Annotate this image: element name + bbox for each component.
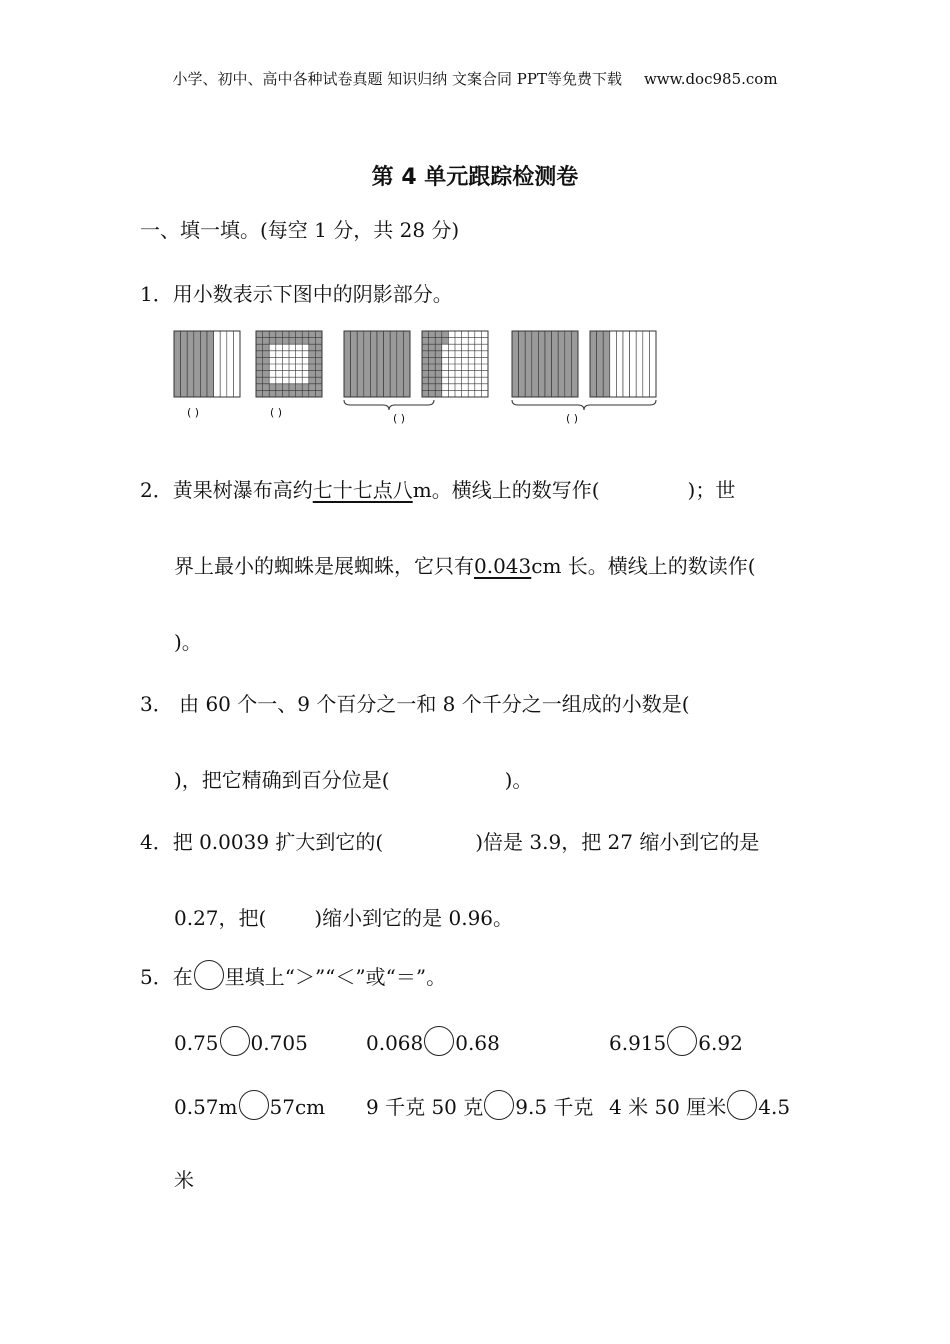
fig2-cell bbox=[256, 351, 263, 358]
compare-right: 0.705 bbox=[250, 1031, 308, 1055]
compare-left: 0.068 bbox=[366, 1031, 424, 1055]
fig1-strip bbox=[187, 331, 194, 397]
compare-item-2 bbox=[366, 1026, 500, 1056]
question-2-line-2 bbox=[174, 550, 756, 579]
fig4-whole-strip bbox=[519, 331, 526, 397]
fig2-cell bbox=[315, 338, 322, 345]
fig4-whole-strip bbox=[512, 331, 519, 397]
compare-circle-input[interactable] bbox=[220, 1026, 250, 1056]
fig4-part-strip bbox=[630, 331, 637, 397]
answer-paren-fig1[interactable]: ( ) bbox=[187, 406, 200, 419]
fig2-cell bbox=[315, 371, 322, 378]
compare-item-5 bbox=[366, 1090, 593, 1120]
answer-paren-fig2[interactable]: ( ) bbox=[270, 406, 283, 419]
q2-text-d: 界上最小的蜘蛛是展蜘蛛，它只有 bbox=[174, 554, 474, 578]
fig1-strip bbox=[174, 331, 181, 397]
fig3-whole-strip bbox=[377, 331, 384, 397]
fig2-cell bbox=[302, 390, 309, 397]
fig4-part-strip bbox=[649, 331, 656, 397]
fig2-cell bbox=[269, 384, 276, 391]
compare-item-6-unit: 米 bbox=[174, 1168, 194, 1192]
fig4-whole-strip bbox=[532, 331, 539, 397]
q5-text-b: 里填上“＞”“＜”或“＝”。 bbox=[224, 965, 447, 989]
fig2-cell bbox=[269, 338, 276, 345]
fig3-part-cell bbox=[422, 344, 429, 351]
question-3-line-1: 3． 由 60 个一、9 个百分之一和 8 个千分之一组成的小数是( bbox=[140, 692, 690, 716]
fig2-cell bbox=[309, 364, 316, 371]
fig2-cell bbox=[315, 344, 322, 351]
section-heading: 一、填一填。(每空 1 分，共 28 分) bbox=[140, 218, 460, 242]
fig4-whole-strip bbox=[552, 331, 559, 397]
fig3-part-cell bbox=[435, 364, 442, 371]
q4-text-b: )倍是 3.9，把 27 缩小到它的是 bbox=[475, 830, 760, 854]
fig3-part-cell bbox=[429, 364, 436, 371]
answer-paren-fig3[interactable]: ( ) bbox=[393, 412, 406, 425]
brace-fig4 bbox=[512, 400, 656, 410]
fig2-cell bbox=[276, 384, 283, 391]
fig3-part-cell bbox=[442, 331, 449, 338]
fig3-whole-strip bbox=[364, 331, 371, 397]
compare-left: 0.75 bbox=[174, 1031, 219, 1055]
fig1-strip bbox=[181, 331, 188, 397]
fig2-cell bbox=[276, 390, 283, 397]
fig3-whole-strip bbox=[351, 331, 358, 397]
q4-text-a: 4．把 0.0039 扩大到它的( bbox=[140, 830, 384, 854]
compare-circle-input[interactable] bbox=[239, 1090, 269, 1120]
fig2-cell bbox=[256, 338, 263, 345]
q3-text-a: )，把它精确到百分位是( bbox=[174, 768, 390, 792]
fig2-cell bbox=[276, 331, 283, 338]
fig4-whole-strip bbox=[565, 331, 572, 397]
fig4-part-strip bbox=[616, 331, 623, 397]
fig2-cell bbox=[289, 331, 296, 338]
fig2-cell bbox=[256, 344, 263, 351]
fig2-cell bbox=[309, 331, 316, 338]
answer-paren-fig4[interactable]: ( ) bbox=[566, 412, 579, 425]
q5-text-a: 5．在 bbox=[140, 965, 193, 989]
fig2-cell bbox=[263, 344, 270, 351]
fig2-cell bbox=[256, 371, 263, 378]
compare-right: 6.92 bbox=[698, 1031, 743, 1055]
fig3-part-cell bbox=[422, 390, 429, 397]
fig4-part-strip bbox=[603, 331, 610, 397]
fig3-part-cell bbox=[435, 351, 442, 358]
fig4-part-strip bbox=[610, 331, 617, 397]
fig1-strip bbox=[233, 331, 240, 397]
compare-left: 0.57m bbox=[174, 1095, 238, 1119]
fig2-cell bbox=[263, 357, 270, 364]
fig2-cell bbox=[315, 331, 322, 338]
fig2-cell bbox=[282, 331, 289, 338]
fig4-part-strip bbox=[623, 331, 630, 397]
fig2-cell bbox=[296, 331, 303, 338]
fig2-cell bbox=[302, 384, 309, 391]
fig3-part-cell bbox=[422, 384, 429, 391]
fig2-cell bbox=[302, 338, 309, 345]
fig2-cell bbox=[309, 351, 316, 358]
fig1-strip bbox=[194, 331, 201, 397]
q2-text-c: )；世 bbox=[687, 478, 736, 502]
compare-circle-input[interactable] bbox=[424, 1026, 454, 1056]
question-5-text bbox=[140, 960, 446, 990]
fig2-cell bbox=[309, 344, 316, 351]
fig2-cell bbox=[269, 390, 276, 397]
fig3-part-cell bbox=[422, 338, 429, 345]
fig2-cell bbox=[309, 357, 316, 364]
fig2-cell bbox=[289, 384, 296, 391]
fig3-part-cell bbox=[435, 377, 442, 384]
fig2-cell bbox=[315, 377, 322, 384]
fig2-cell bbox=[296, 384, 303, 391]
fig3-part-cell bbox=[429, 357, 436, 364]
fig3-part-cell bbox=[429, 371, 436, 378]
fig2-cell bbox=[282, 390, 289, 397]
fig3-part-cell bbox=[435, 331, 442, 338]
fig4-part-strip bbox=[636, 331, 643, 397]
compare-circle-input[interactable] bbox=[727, 1090, 757, 1120]
fig2-cell bbox=[309, 377, 316, 384]
fig1-strip bbox=[214, 331, 221, 397]
q2-underlined-decimal: 0.043 bbox=[474, 554, 532, 578]
brace-fig3 bbox=[344, 400, 434, 410]
fig3-part-cell bbox=[429, 377, 436, 384]
fig2-cell bbox=[296, 390, 303, 397]
q2-text-b: m。横线上的数写作( bbox=[412, 478, 600, 502]
fig2-cell bbox=[315, 384, 322, 391]
fig2-cell bbox=[263, 364, 270, 371]
fig3-part-cell bbox=[435, 338, 442, 345]
fig4-whole-strip bbox=[525, 331, 532, 397]
question-4-line-2 bbox=[174, 902, 513, 931]
fig3-whole-strip bbox=[397, 331, 404, 397]
fig3-part-cell bbox=[429, 344, 436, 351]
fig3-part-cell bbox=[422, 371, 429, 378]
fig3-part-cell bbox=[429, 331, 436, 338]
fig2-cell bbox=[315, 357, 322, 364]
compare-right: 57cm bbox=[269, 1095, 326, 1119]
compare-left: 4 米 50 厘米 bbox=[609, 1095, 727, 1119]
fig3-part-cell bbox=[435, 357, 442, 364]
compare-item-4 bbox=[174, 1090, 325, 1120]
fig2-cell bbox=[269, 331, 276, 338]
fig4-whole-strip bbox=[545, 331, 552, 397]
compare-right: 0.68 bbox=[455, 1031, 500, 1055]
fig3-part-cell bbox=[429, 390, 436, 397]
fig2-cell bbox=[282, 384, 289, 391]
compare-right: 4.5 bbox=[758, 1095, 791, 1119]
fig3-whole-strip bbox=[390, 331, 397, 397]
fig3-part-cell bbox=[429, 338, 436, 345]
compare-item-3 bbox=[609, 1026, 743, 1056]
fig4-whole-strip bbox=[538, 331, 545, 397]
fig2-cell bbox=[263, 384, 270, 391]
fig2-cell bbox=[315, 351, 322, 358]
fig3-part-cell bbox=[429, 384, 436, 391]
question-1-text: 1．用小数表示下图中的阴影部分。 bbox=[140, 282, 453, 306]
fig2-cell bbox=[256, 384, 263, 391]
fig3-part-cell bbox=[435, 384, 442, 391]
fig4-part-strip bbox=[590, 331, 597, 397]
fig2-cell bbox=[296, 338, 303, 345]
circle-icon bbox=[194, 960, 224, 990]
page-title: 第 4 单元跟踪检测卷 bbox=[371, 165, 579, 190]
fig4-whole-strip bbox=[558, 331, 565, 397]
fig3-whole-strip bbox=[384, 331, 391, 397]
fig2-cell bbox=[309, 371, 316, 378]
compare-circle-input[interactable] bbox=[484, 1090, 514, 1120]
fig3-whole-strip bbox=[344, 331, 351, 397]
fig2-cell bbox=[263, 351, 270, 358]
header-url[interactable]: www.doc985.com bbox=[643, 70, 778, 88]
fig3-part-cell bbox=[435, 371, 442, 378]
fig2-cell bbox=[282, 338, 289, 345]
q3-text-b: )。 bbox=[504, 768, 533, 792]
fig2-cell bbox=[309, 384, 316, 391]
fig3-part-cell bbox=[442, 338, 449, 345]
fig2-cell bbox=[256, 390, 263, 397]
fig2-cell bbox=[263, 331, 270, 338]
compare-left: 6.915 bbox=[609, 1031, 667, 1055]
fig3-whole-strip bbox=[403, 331, 410, 397]
fig2-cell bbox=[256, 364, 263, 371]
fig3-part-cell bbox=[422, 377, 429, 384]
question-2-line-1 bbox=[140, 474, 735, 503]
fig3-part-cell bbox=[422, 364, 429, 371]
compare-circle-input[interactable] bbox=[667, 1026, 697, 1056]
q2-underlined-number: 七十七点八 bbox=[312, 478, 413, 502]
fig3-part-cell bbox=[435, 344, 442, 351]
q4-text-d: )缩小到它的是 0.96。 bbox=[314, 906, 514, 930]
fig1-strip bbox=[200, 331, 207, 397]
q2-text-a: 2．黄果树瀑布高约 bbox=[140, 478, 313, 502]
fig2-cell bbox=[256, 357, 263, 364]
fig1-strip bbox=[220, 331, 227, 397]
compare-left: 9 千克 50 克 bbox=[366, 1095, 484, 1119]
question-4-line-1 bbox=[140, 826, 759, 855]
fig4-part-strip bbox=[643, 331, 650, 397]
fig3-part-cell bbox=[422, 351, 429, 358]
fig2-cell bbox=[289, 338, 296, 345]
fig2-cell bbox=[309, 390, 316, 397]
compare-item-6 bbox=[609, 1090, 790, 1120]
fig3-whole-strip bbox=[370, 331, 377, 397]
fig2-cell bbox=[302, 331, 309, 338]
compare-item-1 bbox=[174, 1026, 308, 1056]
fig1-strip bbox=[207, 331, 214, 397]
fig2-cell bbox=[256, 377, 263, 384]
fig2-cell bbox=[276, 338, 283, 345]
fig3-part-cell bbox=[435, 390, 442, 397]
fig4-whole-strip bbox=[571, 331, 578, 397]
header-text: 小学、初中、高中各种试卷真题 知识归纳 文案合同 PPT等免费下载 bbox=[172, 70, 622, 88]
fig3-part-cell bbox=[422, 331, 429, 338]
fig2-cell bbox=[256, 331, 263, 338]
fig2-cell bbox=[263, 371, 270, 378]
compare-right: 9.5 千克 bbox=[515, 1095, 594, 1119]
fig2-cell bbox=[289, 390, 296, 397]
fig3-whole-strip bbox=[357, 331, 364, 397]
question-3-line-2 bbox=[174, 764, 532, 793]
fig4-part-strip bbox=[597, 331, 604, 397]
q2-text-e: cm 长。横线上的数读作( bbox=[531, 554, 756, 578]
fig2-cell bbox=[263, 338, 270, 345]
fig2-cell bbox=[309, 338, 316, 345]
fig2-cell bbox=[315, 390, 322, 397]
fig3-part-cell bbox=[422, 357, 429, 364]
fig2-cell bbox=[315, 364, 322, 371]
fig1-strip bbox=[227, 331, 234, 397]
fig2-cell bbox=[263, 390, 270, 397]
fig2-cell bbox=[263, 377, 270, 384]
fig3-part-cell bbox=[429, 351, 436, 358]
q2-answer-close: )。 bbox=[174, 630, 202, 654]
q4-text-c: 0.27，把( bbox=[174, 906, 267, 930]
